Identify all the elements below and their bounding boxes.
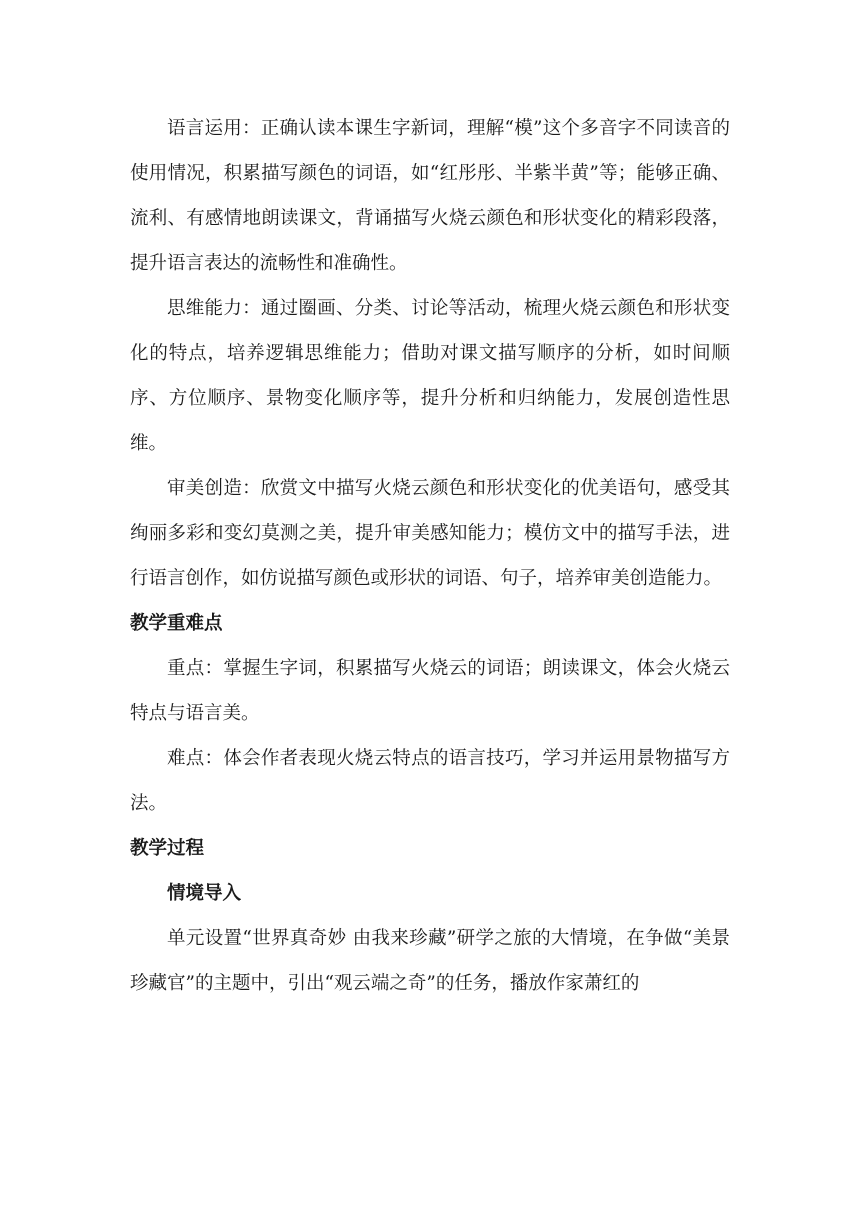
intro-paragraph: 单元设置“世界真奇妙 由我来珍藏”研学之旅的大情境，在争做“美景珍藏官”的主题中，引出“观云端之奇”的任务，播放作家萧红的 xyxy=(130,928,730,994)
process-heading: 教学过程 xyxy=(130,838,205,859)
intro-heading: 情境导入 xyxy=(167,883,242,904)
objective-thinking: 思维能力：通过圈画、分类、讨论等活动，梳理火烧云颜色和形状变化的特点，培养逻辑思维能力；借助对课文描写顺序的分析，如时间顺序、方位顺序、景物变化顺序等，提升分析和归纳能力，发展创造性思维。 xyxy=(130,298,730,454)
key-points-heading: 教学重难点 xyxy=(130,613,223,634)
document-body xyxy=(130,106,730,1006)
objective-language: 语言运用：正确认读本课生字新词，理解“模”这个多音字不同读音的使用情况，积累描写颜色的词语，如“红彤彤、半紫半黄”等；能够正确、流利、有感情地朗读课文，背诵描写火烧云颜色和形状变化的精彩段落，提升语言表达的流畅性和准确性。 xyxy=(130,118,730,274)
objective-aesthetic: 审美创造：欣赏文中描写火烧云颜色和形状变化的优美语句，感受其绚丽多彩和变幻莫测之美，提升审美感知能力；模仿文中的描写手法，进行语言创作，如仿说描写颜色或形状的词语、句子，培养审美创造能力。 xyxy=(130,478,730,589)
difficult-point-paragraph: 难点：体会作者表现火烧云特点的语言技巧，学习并运用景物描写方法。 xyxy=(130,748,730,814)
key-point-paragraph: 重点：掌握生字词，积累描写火烧云的词语；朗读课文，体会火烧云特点与语言美。 xyxy=(130,658,730,724)
